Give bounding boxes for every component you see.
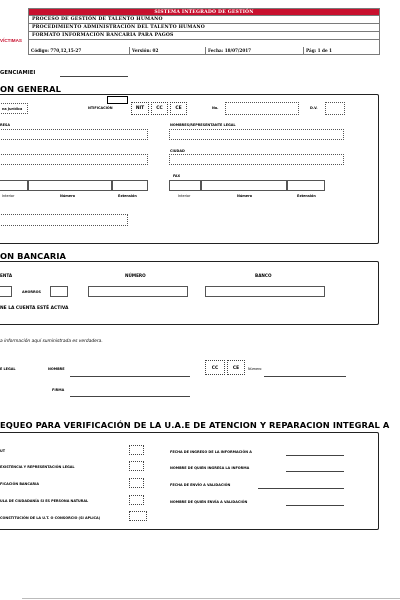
check-item-existence: EXISTENCIA Y REPRESENTACIÓN LEGAL (0, 465, 75, 469)
phone-sub-interior: Interior (2, 194, 15, 198)
signer-number-line[interactable] (264, 376, 346, 377)
intake-name-label: NOMBRE DE QUIEN INGRESA LA INFORMA (170, 466, 250, 470)
savings-checkbox[interactable] (50, 286, 68, 297)
check-rut-box[interactable] (129, 445, 144, 455)
person-type-label: na Jurídica (2, 107, 23, 111)
doc-date: Fecha: 18/07/2017 (206, 47, 304, 55)
phone-sub-number: Número (60, 194, 76, 198)
entity-logo (0, 8, 28, 56)
intake-name-line[interactable] (286, 471, 344, 472)
check-consortium-box[interactable] (129, 511, 147, 521)
doc-page: Pág: 1 de 1 (304, 47, 380, 55)
doc-version: Versión: 02 (130, 47, 206, 55)
signer-doc-cc[interactable]: CC (205, 360, 225, 375)
identification-label: NTIFICACIÓN (88, 106, 113, 110)
send-name-line[interactable] (286, 505, 344, 506)
fax-sub-ext: Extensión (297, 194, 316, 198)
procedure-title: PROCEDIMIENTO ADMINISTRACIÓN DEL TALENTO HUMANO (28, 24, 380, 32)
dependency-line[interactable] (60, 76, 128, 77)
signer-name-line[interactable] (70, 376, 190, 377)
doc-code: Código: 770,12,15-27 (28, 47, 130, 55)
bank-section-title: ON BANCARIA (0, 251, 67, 261)
bank-label: BANCO (255, 273, 272, 278)
selection-handle[interactable] (107, 96, 128, 104)
city-label: CIUDAD (170, 149, 185, 153)
fax-sub-number: Número (237, 194, 253, 198)
fax-number-field[interactable] (201, 180, 287, 191)
dv-label: D.V. (310, 106, 318, 110)
phone-number-field[interactable] (28, 180, 112, 191)
signer-doc-ce[interactable]: CE (227, 360, 245, 375)
person-type-box[interactable] (0, 103, 28, 114)
legal-rep-label: NOMBRES/REPRESENTANTE LEGAL (170, 123, 236, 127)
send-date-line[interactable] (258, 488, 344, 489)
company-label: RESA (0, 123, 10, 127)
fax-label: FAX (173, 174, 181, 178)
signature-line[interactable] (70, 396, 190, 397)
declaration-text: a información aquí suministrada es verdadera. (0, 339, 103, 344)
check-existence-box[interactable] (129, 461, 144, 471)
dependency-label: GENCIAMIEI (0, 70, 36, 76)
id-number-field[interactable] (225, 102, 299, 115)
city-field[interactable] (169, 154, 344, 165)
check-id-card-box[interactable] (129, 495, 144, 505)
send-date-label: FECHA DE ENVÍO A VALIDACIÓN (170, 483, 231, 487)
doc-type-cc[interactable]: CC (151, 102, 168, 115)
company-field[interactable] (0, 129, 148, 140)
account-active-note: NE LA CUENTA ESTÉ ACTIVA (0, 306, 69, 311)
fax-ext-field[interactable] (287, 180, 325, 191)
account-number-label: NÚMERO (125, 273, 146, 278)
doc-type-nit[interactable]: NIT (131, 102, 149, 115)
check-item-rut: UT (0, 449, 6, 453)
header-spacer (28, 40, 380, 47)
general-section-title: ON GENERAL (0, 84, 62, 94)
page-bottom-rule (22, 598, 400, 599)
number-label: No. (212, 106, 219, 110)
check-bank-cert-box[interactable] (129, 478, 144, 488)
phone-ext-field[interactable] (112, 180, 148, 191)
savings-label: AHORROS (22, 290, 41, 294)
process-title: PROCESO DE GESTIÓN DE TALENTO HUMANO (28, 16, 380, 24)
bank-name-field[interactable] (205, 286, 325, 297)
check-item-bank-cert: FICACIÓN BANCARIA (0, 482, 39, 486)
fax-sub-interior: Interior (178, 194, 191, 198)
phone-sub-ext: Extensión (118, 194, 137, 198)
check-section-title: EQUEO PARA VERIFICACIÓN DE LA U.A.E DE ATENCION Y REPARACION INTEGRAL A (0, 420, 390, 430)
account-number-field[interactable] (88, 286, 188, 297)
legal-rep-field[interactable] (169, 129, 344, 140)
intake-date-line[interactable] (286, 455, 344, 456)
doc-type-ce[interactable]: CE (170, 102, 187, 115)
fax-interior-field[interactable] (169, 180, 201, 191)
intake-date-label: FECHA DE INGRESO DE LA INFORMACIÓN A (170, 450, 252, 454)
email-field[interactable] (0, 214, 128, 226)
signer-name-label: NOMBRE (48, 367, 65, 371)
system-title: SISTEMA INTEGRADO DE GESTIÓN (28, 8, 380, 16)
phone-interior-field[interactable] (0, 180, 28, 191)
check-item-id-card: ULA DE CIUDADANÍA SI ES PERSONA NATURAL (0, 499, 89, 503)
dv-field[interactable] (325, 102, 345, 115)
legal-rep-sign-label: E LEGAL (0, 367, 16, 371)
checking-checkbox[interactable] (0, 286, 12, 297)
format-title: FORMATO INFORMACIÓN BANCARIA PARA PAGOS (28, 32, 380, 40)
signer-number-label: Número (248, 367, 262, 371)
check-item-consortium: CONSTITUCIÓN DE LA U.T. O CONSORCIO (SI APLICA) (0, 516, 101, 520)
logo-text: VÍCTIMAS (0, 38, 22, 43)
account-type-label: ENTA (0, 273, 13, 278)
signature-label: FIRMA (52, 388, 65, 392)
send-name-label: NOMBRE DE QUIEN ENVÍA A VALIDACIÓN (170, 500, 248, 504)
address-field[interactable] (0, 154, 148, 165)
